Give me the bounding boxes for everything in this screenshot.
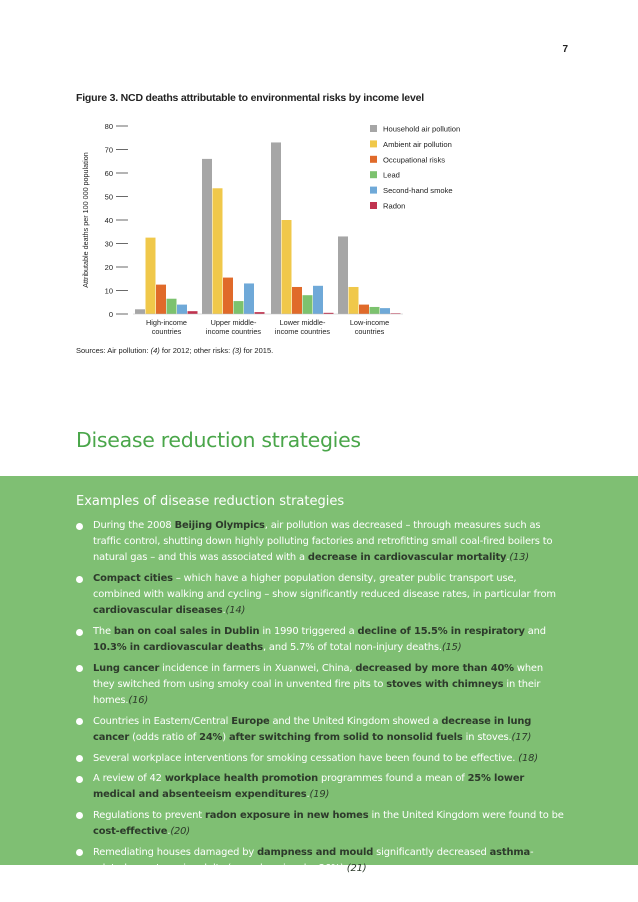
body-text: , air pollution was decreased – through measures such as traffic control, shutting down highly polluting factories and retrofitting small coal-fired boilers to natural gas – and this was associated with a: [93, 520, 553, 564]
bar: [146, 238, 156, 314]
body-text: when they switched from using smoky coal in unvented fire pits to: [93, 662, 543, 690]
bar: [370, 307, 380, 314]
citation-reference: (13): [509, 552, 529, 564]
emphasis-text: stoves with chimneys: [386, 679, 504, 690]
box-heading: Examples of disease reduction strategies: [76, 494, 345, 509]
citation-reference: (17): [511, 732, 532, 743]
body-text: in 1990 triggered a: [259, 626, 358, 637]
body-text: .: [506, 552, 510, 564]
bar: [177, 305, 187, 314]
y-tick-label: 50: [104, 192, 113, 202]
y-axis-label: Attributable deaths per 100 000 population: [81, 152, 90, 288]
emphasis-text: decline of 15.5% in respiratory: [357, 626, 525, 637]
source-text: Sources: Air pollution:: [76, 346, 151, 355]
bar: [359, 305, 369, 314]
bullet-icon: [76, 755, 83, 762]
bullet-icon: [76, 523, 83, 530]
bullet-icon: [76, 576, 83, 583]
legend-label: Second-hand smoke: [383, 186, 453, 196]
bar: [223, 278, 233, 314]
bar: [271, 142, 281, 314]
bar: [313, 286, 323, 314]
strategy-list: [76, 518, 566, 882]
bar: [202, 159, 212, 314]
body-text: – which have a higher population density, greater public transport use, combined with walking and cycling – show significantly reduced disease rates, in particular from: [93, 573, 556, 601]
body-text: Several workplace interventions for smoking cessation have been found to be effective.: [93, 752, 519, 764]
legend-label: Household air pollution: [383, 124, 461, 134]
legend-swatch: [370, 125, 377, 132]
citation-reference: (14): [225, 605, 246, 617]
citation-reference: (19): [309, 789, 330, 801]
list-item: [76, 845, 566, 877]
citation-reference: (15): [441, 642, 462, 654]
bar: [213, 188, 223, 314]
x-tick-label: income countries: [274, 327, 331, 336]
body-text: in the United Kingdom were found to be: [368, 809, 564, 821]
bullet-icon: [76, 665, 83, 672]
citation-reference: (16): [128, 695, 149, 707]
list-item: [76, 571, 566, 620]
x-tick-label: Lower middle-: [279, 318, 326, 327]
legend-label: Occupational risks: [383, 155, 446, 165]
legend-swatch: [370, 187, 377, 194]
emphasis-text: asthma: [489, 846, 531, 858]
legend-swatch: [370, 171, 377, 178]
bar: [282, 220, 292, 314]
body-text: in their homes.: [93, 679, 541, 707]
legend-label: Radon: [383, 201, 406, 211]
list-item: [76, 808, 566, 840]
bar: [380, 308, 390, 314]
figure-sources: [76, 346, 273, 355]
body-text: programmes found a mean of: [318, 773, 468, 785]
emphasis-text: workplace health promotion: [164, 773, 319, 785]
emphasis-text: Compact cities: [93, 573, 173, 584]
citation-reference: (18): [518, 752, 538, 764]
figure-title: Figure 3. NCD deaths attributable to environmental risks by income level: [76, 92, 424, 104]
body-text: A review of 42: [93, 773, 165, 785]
list-item: [76, 771, 566, 803]
body-text: significantly decreased: [373, 846, 490, 858]
body-text: ): [222, 732, 229, 743]
list-item: [76, 714, 566, 746]
body-text: Regulations to prevent: [93, 809, 205, 821]
body-text: Remediating houses damaged by: [93, 846, 258, 858]
y-tick-label: 80: [104, 122, 113, 131]
emphasis-text: 10.3% in cardiovascular deaths: [93, 642, 263, 654]
bar: [349, 287, 359, 314]
x-tick-label: countries: [354, 327, 385, 336]
x-tick-label: Upper middle-: [210, 318, 257, 327]
emphasis-text: 24%: [199, 732, 223, 743]
body-text: The: [93, 626, 114, 637]
bullet-icon: [76, 776, 83, 783]
emphasis-text: decrease in cardiovascular mortality: [307, 552, 507, 564]
bar: [188, 311, 198, 314]
x-tick-label: countries: [151, 327, 182, 336]
bar: [234, 301, 244, 314]
emphasis-text: decrease in lung cancer: [93, 715, 532, 743]
legend-swatch: [370, 202, 377, 209]
x-tick-label: Low-income: [349, 318, 390, 327]
bar-chart: [60, 112, 480, 344]
legend-label: Lead: [383, 170, 400, 180]
y-tick-label: 20: [104, 263, 113, 272]
citation-reference: (21): [346, 862, 367, 874]
bar: [156, 285, 166, 314]
x-tick-label: High-income: [146, 318, 187, 327]
emphasis-text: radon exposure in new homes: [205, 809, 369, 821]
list-item: [76, 518, 566, 567]
body-text: Countries in Eastern/Central: [93, 715, 232, 727]
emphasis-text: Beijing Olympics: [174, 520, 265, 531]
bar: [244, 283, 254, 314]
body-text: incidence in farmers in Xuanwei, China,: [159, 662, 356, 674]
emphasis-text: ban on coal sales in Dublin: [113, 626, 260, 637]
body-text: and: [524, 626, 546, 637]
y-tick-label: 70: [104, 145, 113, 155]
list-item: [76, 661, 566, 710]
body-text: .: [306, 789, 310, 801]
legend-swatch: [370, 156, 377, 163]
list-item: [76, 624, 566, 656]
bar: [338, 236, 348, 314]
emphasis-text: 25% lower medical and absenteeism expenditures: [93, 773, 525, 801]
emphasis-text: cost-effective: [93, 826, 168, 838]
x-tick-label: income countries: [205, 327, 262, 336]
source-reference: (4): [150, 346, 160, 355]
body-text: .: [167, 826, 171, 838]
body-text: .: [222, 605, 226, 617]
emphasis-text: Lung cancer: [93, 662, 160, 674]
bar: [292, 287, 302, 314]
source-text: for 2015.: [241, 346, 274, 355]
y-tick-label: 10: [104, 286, 113, 296]
body-text: (odds ratio of: [129, 732, 200, 743]
body-text: -related symptoms in adults (e.g. wheezing, by 36%).: [93, 846, 534, 874]
bullet-icon: [76, 629, 83, 636]
bar: [303, 295, 313, 314]
source-reference: (3): [232, 346, 242, 355]
emphasis-text: after switching from solid to nonsolid fuels: [229, 732, 463, 743]
bar: [167, 299, 177, 314]
body-text: During the 2008: [93, 520, 175, 531]
emphasis-text: cardiovascular diseases: [93, 605, 223, 617]
y-tick-label: 40: [104, 216, 113, 225]
body-text: and the United Kingdom showed a: [269, 715, 442, 727]
bullet-icon: [76, 812, 83, 819]
y-tick-label: 30: [104, 239, 113, 249]
page-number: 7: [562, 44, 568, 55]
bar: [135, 309, 145, 314]
emphasis-text: decreased by more than 40%: [355, 662, 514, 674]
y-tick-label: 0: [108, 310, 113, 319]
bullet-icon: [76, 718, 83, 725]
section-heading: Disease reduction strategies: [76, 428, 361, 452]
legend-swatch: [370, 140, 377, 147]
y-tick-label: 60: [104, 169, 113, 178]
legend-label: Ambient air pollution: [383, 139, 452, 149]
list-item: [76, 751, 566, 767]
body-text: in stoves.: [462, 732, 512, 743]
bullet-icon: [76, 849, 83, 856]
emphasis-text: Europe: [231, 715, 270, 727]
emphasis-text: dampness and mould: [257, 846, 374, 858]
body-text: , and 5.7% of total non-injury deaths.: [262, 642, 442, 654]
citation-reference: (20): [170, 826, 190, 838]
source-text: for 2012; other risks:: [159, 346, 233, 355]
